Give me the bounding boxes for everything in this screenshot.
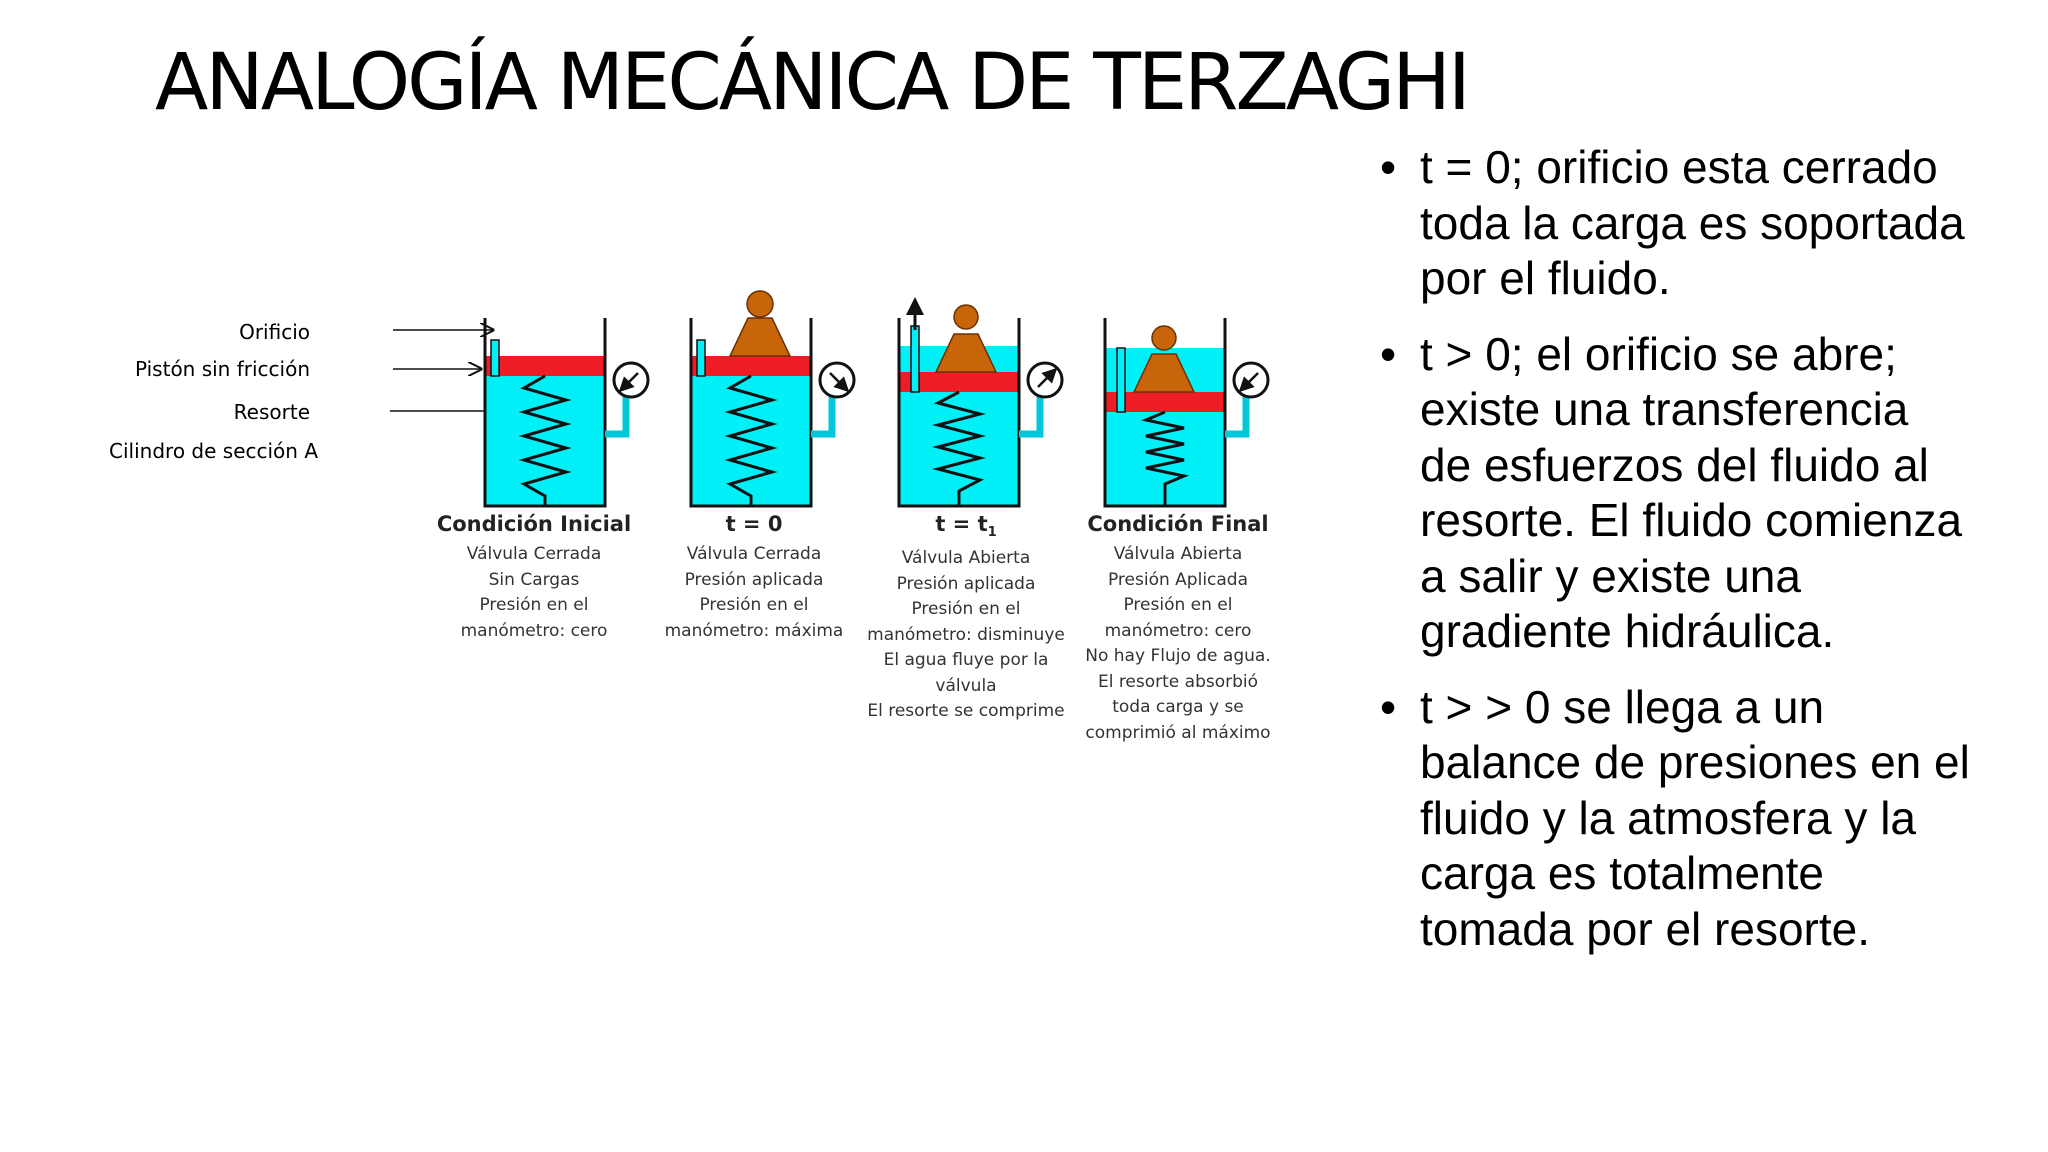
bullet-line: gradiente hidráulica.	[1420, 605, 1835, 657]
bullet-item	[1380, 680, 2040, 958]
caption-line: Presión aplicada	[896, 573, 1036, 594]
label-piston: Pistón sin fricción	[135, 357, 310, 381]
caption-line: Presión aplicada	[684, 569, 824, 590]
caption-line: Válvula Cerrada	[466, 544, 602, 564]
bullet-line: tomada por el resorte.	[1420, 902, 1871, 955]
caption-line: No hay Flujo de agua.	[1085, 646, 1271, 666]
caption-line: manómetro: cero	[460, 620, 608, 641]
label-resorte: Resorte	[233, 400, 310, 424]
slide-title: ANALOGÍA MECÁNICA DE TERZAGHI	[155, 38, 1468, 128]
caption-line: Presión en el	[911, 599, 1021, 620]
piston	[485, 356, 605, 376]
bullet-line: fluido y la atmosfera y la	[1420, 791, 1917, 844]
load-knob	[1152, 326, 1176, 350]
bullet-marker: •	[1380, 327, 1397, 380]
cylinder-stage-2	[691, 291, 854, 506]
caption-line: comprimió al máximo	[1085, 722, 1271, 743]
load-knob	[747, 291, 773, 317]
caption-line: Válvula Cerrada	[686, 544, 822, 564]
cylinder-stage-4	[1105, 318, 1268, 506]
load-weight	[936, 334, 996, 372]
caption-line: toda carga y se	[1112, 697, 1244, 717]
gauge-pipe	[811, 396, 832, 434]
gauge-pipe	[1225, 396, 1246, 434]
bullet-marker: •	[1380, 680, 1397, 733]
caption-line: Sin Cargas	[488, 569, 580, 590]
caption-title: t = 0	[725, 512, 783, 536]
bullet-line: toda la carga es soportada	[1420, 196, 1965, 249]
bullet-line: por el fluido.	[1420, 252, 1671, 304]
caption-line: válvula	[935, 675, 997, 696]
gauge-pipe	[1019, 396, 1040, 434]
caption-line: Presión en el	[1123, 595, 1233, 615]
bullet-line: resorte. El fluido comienza	[1420, 494, 1963, 546]
load-weight	[730, 318, 790, 356]
bullet-line: balance de presiones en el	[1420, 736, 1970, 788]
bullet-line: t = 0; orificio esta cerrado	[1420, 141, 1938, 193]
bullet-marker: •	[1380, 141, 1397, 193]
caption-line: manómetro: cero	[1104, 620, 1252, 641]
caption-line: Presión Aplicada	[1107, 569, 1249, 590]
bullet-list	[1380, 140, 2040, 977]
bullet-line: carga es totalmente	[1420, 847, 1825, 899]
caption-stage-4	[1068, 512, 1288, 746]
bullet-line: a salir y existe una	[1420, 549, 1801, 602]
caption-title: Condición Final	[1087, 512, 1269, 536]
caption-title-sub: 1	[987, 525, 997, 541]
orifice-pipe	[1117, 348, 1125, 412]
caption-line: Válvula Abierta	[1113, 544, 1243, 564]
piston	[691, 356, 811, 376]
gauge-pipe	[605, 396, 626, 434]
caption-line: El resorte se comprime	[867, 701, 1065, 722]
load-knob	[954, 305, 978, 329]
caption-stage-1	[424, 512, 644, 644]
caption-line: manómetro: disminuye	[867, 624, 1065, 645]
bullet-line: t > 0; el orificio se abre;	[1420, 327, 1897, 380]
cylinder-stage-3	[899, 305, 1062, 506]
orifice-pipe	[697, 340, 705, 376]
caption-line: manómetro: máxima	[664, 620, 844, 641]
caption-line: El resorte absorbió	[1097, 671, 1259, 692]
bullet-item	[1380, 327, 2040, 660]
bullet-line: existe una transferencia	[1420, 383, 1909, 435]
bullet-line: de esfuerzos del fluido al	[1420, 438, 1929, 491]
caption-stage-2	[644, 512, 864, 644]
caption-title-main: t = t	[935, 512, 988, 536]
caption-line: Válvula Abierta	[901, 548, 1031, 569]
caption-stage-3	[856, 512, 1076, 725]
bullet-line: t > > 0 se llega a un	[1420, 680, 1825, 733]
caption-line: Presión en el	[479, 595, 589, 615]
caption-title	[856, 512, 1076, 540]
cylinder-stage-1	[485, 318, 648, 506]
orifice-pipe	[911, 326, 919, 392]
caption-line: El agua fluye por la	[883, 650, 1049, 671]
label-cilindro: Cilindro de sección A	[109, 439, 318, 463]
caption-title: Condición Inicial	[436, 512, 632, 536]
caption-line: Presión en el	[699, 595, 809, 615]
orifice-pipe	[491, 340, 499, 376]
label-orificio: Orificio	[239, 320, 310, 344]
bullet-item	[1380, 140, 2040, 307]
